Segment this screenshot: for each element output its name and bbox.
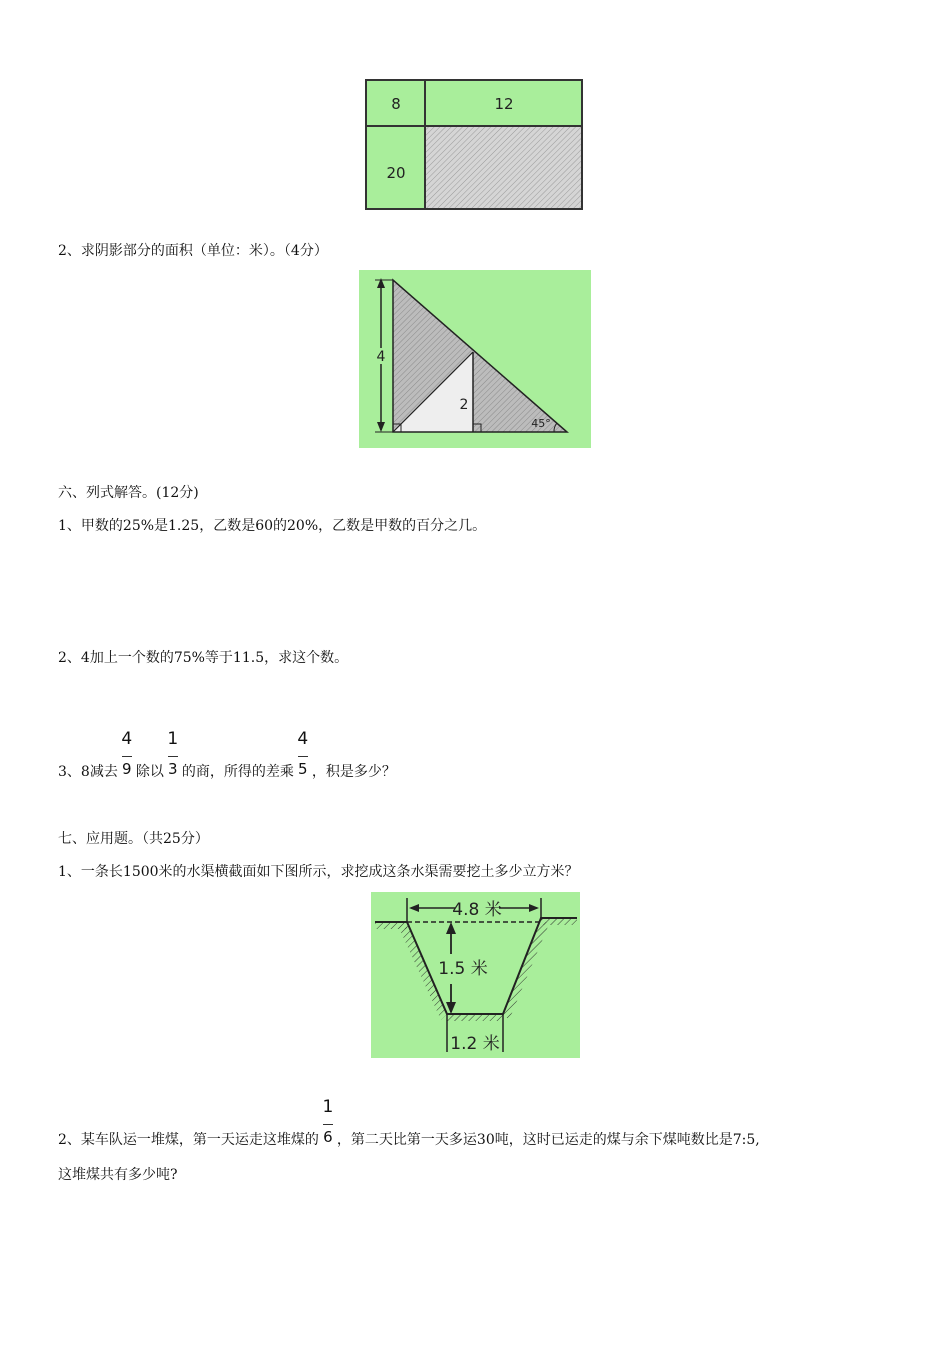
- section-6-question-3: [58, 729, 396, 800]
- fraction-1-6: $\frac{1}{6}$: [322, 1097, 334, 1146]
- fraction-1-3: $\frac{1}{3}$: [167, 729, 179, 778]
- s7q2-text-2: ，第二天比第一天多运30吨，这时已运走的煤与余下煤吨数比是7:5,: [336, 1132, 760, 1148]
- question-5-2: 2、求阴影部分的面积（单位：米）。（4分）: [58, 243, 328, 259]
- section-7-heading: 七、应用题。（共25分）: [58, 831, 209, 847]
- q3-text-3: 的商，所得的差乘: [181, 764, 294, 780]
- canal-depth-label: 1.5 米: [438, 959, 488, 979]
- angle-label: 45°: [531, 417, 551, 430]
- canal-top-width-label: 4.8 米: [452, 900, 502, 920]
- triangle-figure: [359, 270, 591, 448]
- height-label: 4: [376, 349, 386, 365]
- section-7-question-1: 1、一条长1500米的水渠横截面如下图所示，求挖成这条水渠需要挖土多少立方米？: [58, 864, 579, 880]
- section-7-question-2-line-2: 这堆煤共有多少吨?: [58, 1167, 178, 1183]
- canal-figure: [371, 892, 580, 1058]
- grid-figure: [364, 78, 584, 212]
- s7q2-text-1: 2、某车队运一堆煤，第一天运走这堆煤的: [58, 1132, 319, 1148]
- q3-text-2: 除以: [135, 764, 164, 780]
- fraction-4-9: $\frac{4}{9}$: [121, 729, 133, 778]
- grid-label-top-right: 12: [494, 95, 514, 113]
- inner-label: 2: [459, 397, 469, 413]
- section-6-heading: 六、列式解答。(12分): [58, 485, 199, 501]
- grid-label-top-left: 8: [391, 95, 401, 113]
- section-6-question-1: 1、甲数的25%是1.25，乙数是60的20%，乙数是甲数的百分之几。: [58, 518, 487, 534]
- section-6-question-2: 2、4加上一个数的75%等于11.5，求这个数。: [58, 650, 349, 666]
- q3-text-4: ，积是多少？: [311, 764, 396, 780]
- q3-text-1: 3、8减去: [58, 764, 118, 780]
- section-7-question-2: [58, 1097, 760, 1168]
- canal-bottom-width-label: 1.2 米: [450, 1034, 500, 1054]
- grid-label-bottom-left: 20: [386, 164, 406, 182]
- fraction-4-5: $\frac{4}{5}$: [297, 729, 309, 778]
